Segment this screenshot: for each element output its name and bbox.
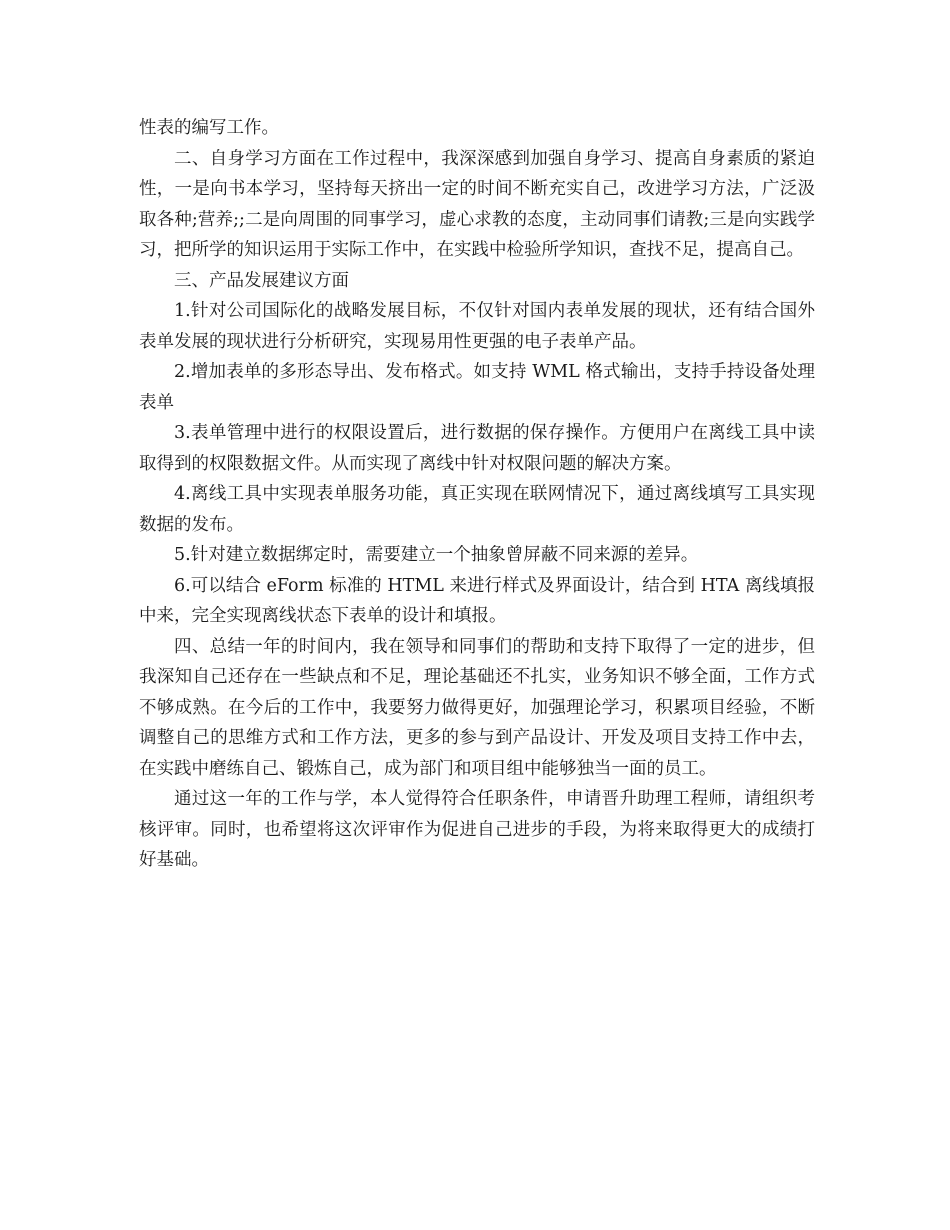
- paragraph-conclusion: 通过这一年的工作与学，本人觉得符合任职条件，申请晋升助理工程师，请组织考核评审。同时，也希望将这次评审作为促进自己进步的手段，为将来取得更大的成绩打好基础。: [139, 789, 815, 870]
- list-item-6: 6.可以结合 eForm 标准的 HTML 来进行样式及界面设计，结合到 HTA 离线填报中来，完全实现离线状态下表单的设计和填报。: [139, 575, 815, 626]
- document-body: [139, 113, 815, 876]
- paragraph-self-study: 二、自身学习方面在工作过程中，我深深感到加强自身学习、提高自身素质的紧迫性，一是向书本学习，坚持每天挤出一定的时间不断充实自己，改进学习方法，广泛汲取各种;营养;;二是向周围的同事学习，虚心求教的态度，主动同事们请教;三是向实践学习，把所学的知识运用于实际工作中，在实践中检验所学知识，查找不足，提高自己。: [139, 148, 815, 260]
- list-item-3: 3.表单管理中进行的权限设置后，进行数据的保存操作。方便用户在离线工具中读取得到的权限数据文件。从而实现了离线中针对权限问题的解决方案。: [139, 423, 815, 474]
- list-item-5: 5.针对建立数据绑定时，需要建立一个抽象曾屏蔽不同来源的差异。: [174, 545, 699, 565]
- paragraph-continuation: 性表的编写工作。: [139, 118, 279, 138]
- list-item-4: 4.离线工具中实现表单服务功能，真正实现在联网情况下，通过离线填写工具实现数据的发布。: [139, 484, 815, 535]
- list-item-1: 1.针对公司国际化的战略发展目标，不仅针对国内表单发展的现状，还有结合国外表单发展的现状进行分析研究，实现易用性更强的电子表单产品。: [139, 301, 815, 352]
- list-item-2: 2.增加表单的多形态导出、发布格式。如支持 WML 格式输出，支持手持设备处理表单: [139, 362, 815, 413]
- paragraph-summary: 四、总结一年的时间内，我在领导和同事们的帮助和支持下取得了一定的进步，但我深知自己还存在一些缺点和不足，理论基础还不扎实，业务知识不够全面，工作方式不够成熟。在今后的工作中，我要努力做得更好，加强理论学习，积累项目经验，不断调整自己的思维方式和工作方法，更多的参与到产品设计、开发及项目支持工作中去，在实践中磨练自己、锻炼自己，成为部门和项目组中能够独当一面的员工。: [139, 636, 815, 779]
- section-heading-product-suggestions: 三、产品发展建议方面: [174, 270, 349, 291]
